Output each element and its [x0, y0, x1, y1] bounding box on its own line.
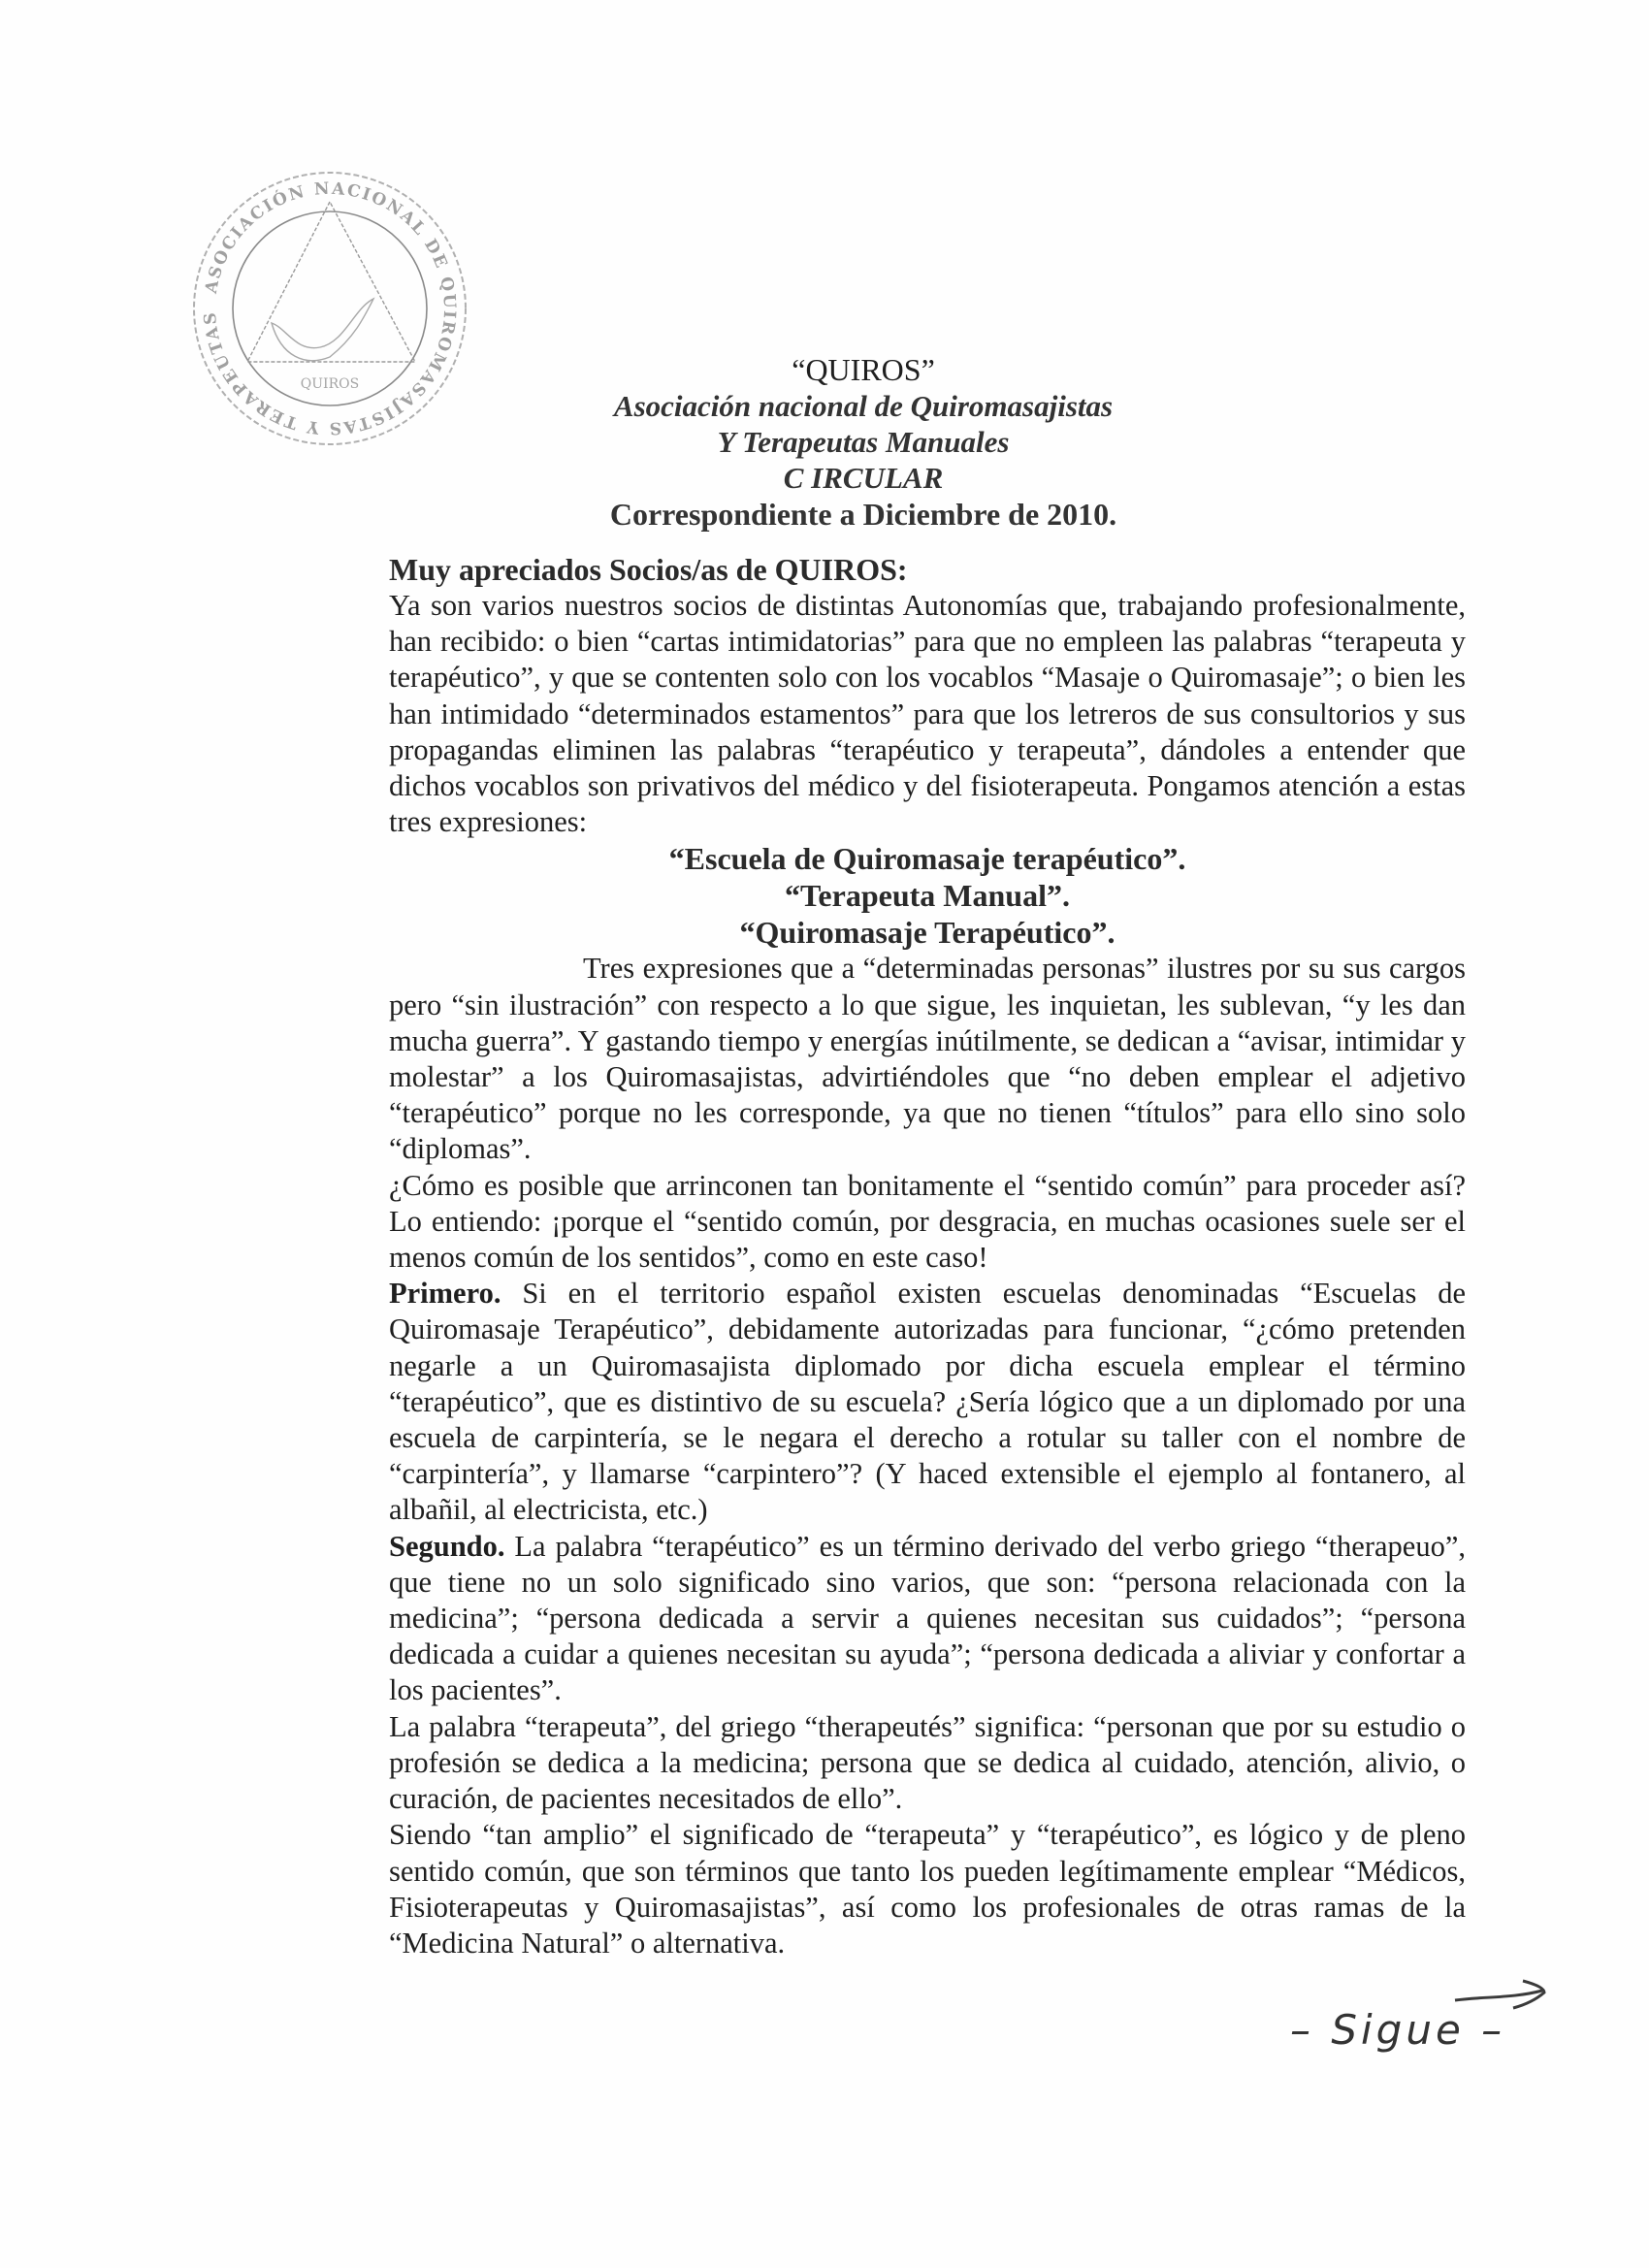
seal-icon	[184, 163, 475, 454]
header-association-line-2: Y Terapeutas Manuales	[717, 425, 1010, 459]
greeting: Muy apreciados Socios/as de QUIROS:	[389, 552, 908, 587]
paragraph-conclusion-text: Siendo “tan amplio” el significado de “terapeuta” y “terapéutico”, es lógico y de pleno sentido común, que son términos que tanto los pueden legítimamente emplear “Médicos, Fisioterapeutas y Quiromasajistas”, así como los profesionales de otras ramas de la “Medicina Natural” o alternativa.	[389, 1818, 1466, 1960]
header-quiros: “QUIROS”	[792, 352, 935, 387]
paragraph-primero-text: Si en el territorio español existen escuelas denominadas “Escuelas de Quiromasaje Terapéutico”, debidamente autorizadas para funcionar, “¿cómo pretenden negarle a un Quiromasajista diplomado por dicha escuela emplear el término “terapéutico”, que es distintivo de su escuela? ¿Sería lógico que a un diplomado por una escuela de carpintería, se le negara el derecho a rotular su taller con el nombre de “carpintería”, y llamarse “carpintero”? (Y haced extensible el ejemplo al fontanero, al albañil, al electricista, etc.)	[389, 1277, 1466, 1527]
paragraph-sentido-comun	[389, 1168, 1466, 1277]
paragraph-terapeuta	[389, 1709, 1466, 1818]
segundo-label: Segundo.	[389, 1529, 505, 1563]
paragraph-intro-text: Ya son varios nuestros socios de distintas Autonomías que, trabajando profesionalmente, han recibido: o bien “cartas intimidatorias” para que no empleen las palabras “terapeuta y terapéutico”, y que se contenten solo con los vocablos “Masaje o Quiromasaje”; o bien les han intimidado “determinados estamentos” para que los letreros de sus consultorios y sus propagandas eliminen las palabras “terapéutico y terapeuta”, dándoles a entender que dichos vocablos son privativos del médico y del fisioterapeuta. Pongamos atención a estas tres expresiones:	[389, 589, 1466, 839]
header-date: Correspondiente a Diciembre de 2010.	[609, 497, 1117, 532]
paragraph-intro	[389, 588, 1466, 840]
paragraph-terapeuta-text: La palabra “terapeuta”, del griego “therapeutés” significa: “personan que por su estudio o profesión se dedica a la medicina; persona que se dedica al cuidado, atención, alivio, o curación, de pacientes necesitados de ello”.	[389, 1709, 1466, 1816]
paragraph-sentido-comun-text: ¿Cómo es posible que arrinconen tan bonitamente el “sentido común” para proceder así? Lo entiendo: ¡porque el “sentido común, por desgracia, en muchas ocasiones suele ser el menos común de los sentidos”, como en este caso!	[389, 1168, 1466, 1275]
paragraph-tres-expresiones-text: Tres expresiones que a “determinadas personas” ilustres por su sus cargos pero “sin ilustración” con respecto a lo que sigue, les inquietan, les sublevan, “y les dan mucha guerra”. Y gastando tiempo y energías inútilmente, se dedican a “avisar, intimidar y molestar” a los Quiromasajistas, advirtiéndoles que “no deben emplear el adjetivo “terapéutico” porque no les corresponde, ya que no tienen “títulos” para ello sino solo “diplomas”.	[389, 952, 1466, 1166]
paragraph-primero	[389, 1276, 1466, 1528]
expression-2: “Terapeuta Manual”.	[785, 878, 1070, 914]
seal-center-text: QUIROS	[300, 376, 360, 392]
expression-3: “Quiromasaje Terapéutico”.	[739, 915, 1116, 951]
handwritten-sigue-text: – Sigue –	[1290, 2006, 1506, 2054]
primero-label: Primero.	[389, 1277, 501, 1311]
expression-1: “Escuela de Quiromasaje terapéutico”.	[668, 841, 1186, 877]
letter-body	[389, 551, 1466, 1961]
paragraph-conclusion	[389, 1817, 1466, 1961]
header-association-line-1: Asociación nacional de Quiromasajistas	[613, 389, 1114, 423]
association-seal-stamp	[184, 163, 475, 454]
header-circular: C IRCULAR	[783, 461, 944, 495]
paragraph-tres-expresiones	[389, 951, 1466, 1167]
seal-ring-text: ASOCIACIÓN NACIONAL DE QUIROMASAJISTAS Y TERAPEUTAS	[200, 178, 460, 438]
handwritten-continues-note	[1232, 1979, 1581, 2086]
document-header	[563, 351, 1164, 533]
paragraph-segundo-text: La palabra “terapéutico” es un término derivado del verbo griego “therapeuo”, que tiene no un solo significado sino varios, que son: “persona relacionada con la medicina”; “persona dedicada a servir a quienes necesitan sus cuidados”; “persona dedicada a cuidar a quienes necesitan su ayuda”; “persona dedicada a aliviar y confortar a los pacientes”.	[389, 1529, 1466, 1707]
paragraph-segundo	[389, 1529, 1466, 1709]
